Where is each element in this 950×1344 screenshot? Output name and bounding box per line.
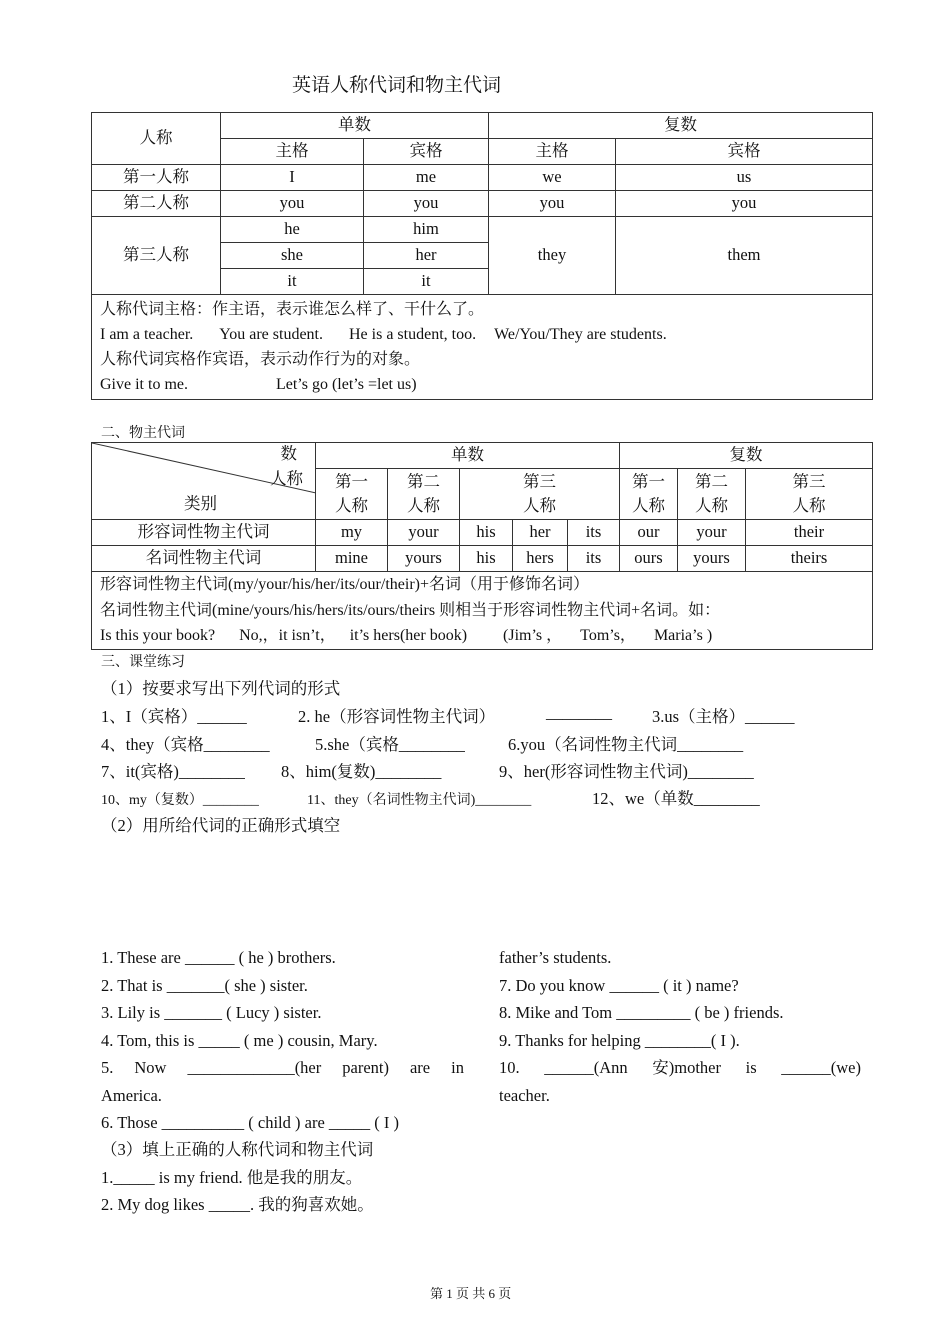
table-cell: it: [364, 269, 489, 295]
table-cell: his: [460, 546, 513, 572]
note-line: 形容词性物主代词(my/your/his/her/its/our/their)+名词（用于修饰名词）: [100, 576, 589, 593]
example-sentence: Tom’s，: [580, 627, 636, 644]
example-sentence: I am a teacher.: [100, 326, 194, 343]
table-cell: you: [221, 191, 364, 217]
exercise-item: 10、my（复数）________: [101, 793, 259, 808]
table-row: [92, 191, 873, 217]
exercise-item: America.: [101, 1085, 162, 1105]
header-singular: 单数: [221, 113, 489, 139]
header-second-person: 第二 人称: [388, 469, 460, 520]
example-sentence: He is a student, too.: [348, 326, 477, 343]
exercise-item: 10. ______(Ann 安)mother is ______(we): [499, 1058, 861, 1077]
exercise-item: teacher.: [499, 1085, 550, 1105]
exercise-left-column: [101, 944, 464, 1137]
exercise-3: [101, 1136, 374, 1219]
table-row: [92, 546, 873, 572]
table-row: [92, 217, 873, 243]
table-cell: her: [513, 520, 568, 546]
table-cell: my: [316, 520, 388, 546]
exercise-item: 6. Those __________ ( child ) are _____ ( I ): [101, 1113, 400, 1132]
table-cell: his: [460, 520, 513, 546]
table-cell: us: [616, 165, 873, 191]
example-sentence: Maria’s ): [653, 627, 713, 644]
table-cell: me: [364, 165, 489, 191]
example-sentence: it’s hers(her book): [349, 627, 468, 644]
note-line: [100, 322, 864, 347]
row-label: 第二人称: [92, 191, 221, 217]
header-category: 类别: [184, 494, 217, 513]
table-row: [92, 520, 873, 546]
exercise-heading: （2）用所给代词的正确形式填空: [101, 816, 341, 835]
section-heading: 三、课堂练习: [101, 655, 185, 670]
table-cell: him: [364, 217, 489, 243]
exercise-item: 2. That is _______( she ) sister.: [101, 975, 308, 995]
exercise-item: 7. Do you know ______ ( it ) name?: [499, 975, 739, 995]
header-subjective: 主格: [489, 139, 616, 165]
example-sentence: Give it to me.: [100, 376, 188, 393]
exercise-item: 8. Mike and Tom _________ ( be ) friends.: [499, 1003, 784, 1022]
table-cell: you: [489, 191, 616, 217]
table-cell: our: [620, 520, 678, 546]
table-cell: her: [364, 243, 489, 269]
header-singular: 单数: [316, 443, 620, 469]
exercise-item: 11、they（名词性物主代词)________: [307, 793, 532, 808]
diagonal-header: [92, 443, 316, 520]
table-cell: them: [616, 217, 873, 295]
header-subjective: 主格: [221, 139, 364, 165]
table-cell: it: [221, 269, 364, 295]
exercise-item: 7、it(宾格)________: [101, 762, 245, 781]
exercise-item: 4. Tom, this is _____ ( me ) cousin, Mary.: [101, 1030, 378, 1050]
exercise-item: 5.she（宾格________: [315, 735, 465, 754]
exercise-heading: （3）填上正确的人称代词和物主代词: [101, 1140, 374, 1159]
exercise-item: father’s students.: [499, 948, 612, 967]
row-label: 第一人称: [92, 165, 221, 191]
header-third-person: 第三 人称: [460, 469, 620, 520]
row-label: 形容词性物主代词: [92, 520, 316, 546]
header-number: 数: [280, 444, 297, 463]
table-cell: yours: [388, 546, 460, 572]
exercise-item: 3. Lily is _______ ( Lucy ) sister.: [101, 1003, 322, 1022]
table-cell: your: [678, 520, 746, 546]
table-cell: he: [221, 217, 364, 243]
exercise-item: 12、we（单数________: [592, 789, 760, 808]
table-cell: theirs: [746, 546, 873, 572]
row-label: 名词性物主代词: [92, 546, 316, 572]
exercise-blank: ________: [546, 703, 612, 722]
example-sentence: Is this your book?: [100, 627, 216, 644]
table-cell: your: [388, 520, 460, 546]
header-plural: 复数: [620, 443, 873, 469]
exercise-item: 1._____ is my friend. 他是我的朋友。: [101, 1167, 363, 1187]
example-sentence: (Jim’s ，: [503, 627, 563, 644]
exercise-item: 3.us（主格）______: [652, 707, 795, 726]
table-cell: we: [489, 165, 616, 191]
header-first-person: 第一 人称: [316, 469, 388, 520]
exercise-heading: （1）按要求写出下列代词的形式: [101, 679, 341, 698]
note-line: 人称代词宾格作宾语，表示动作行为的对象。: [100, 351, 421, 368]
exercise-item: 1. These are ______ ( he ) brothers.: [101, 948, 336, 967]
table-cell: its: [568, 520, 620, 546]
section-heading: 二、物主代词: [101, 426, 185, 441]
table-cell: you: [364, 191, 489, 217]
table-cell: you: [616, 191, 873, 217]
exercise-item: 4、they（宾格________: [101, 735, 270, 754]
exercise-right-column: [499, 944, 861, 1109]
header-plural: 复数: [489, 113, 873, 139]
example-sentence: We/You/They are students.: [494, 326, 667, 343]
note-line: [100, 623, 864, 649]
table-cell: she: [221, 243, 364, 269]
exercise-item: 2. he（形容词性物主代词）: [298, 707, 496, 726]
personal-pronoun-table: [91, 112, 873, 400]
table-cell: its: [568, 546, 620, 572]
exercise-item: 5. Now _____________(her parent) are in: [101, 1058, 464, 1077]
header-first-person: 第一 人称: [620, 469, 678, 520]
table-cell: ours: [620, 546, 678, 572]
header-objective: 宾格: [364, 139, 489, 165]
header-person: 人称: [270, 469, 303, 488]
exercise-item: 9、her(形容词性物主代词)________: [499, 762, 754, 781]
table-cell: mine: [316, 546, 388, 572]
example-sentence: Let’s go (let’s =let us): [275, 376, 417, 393]
exercise-item: 2. My dog likes _____. 我的狗喜欢她。: [101, 1195, 374, 1214]
exercise-item: 9. Thanks for helping ________( I ).: [499, 1030, 740, 1050]
header-objective: 宾格: [616, 139, 873, 165]
table-cell: yours: [678, 546, 746, 572]
table-row: [92, 165, 873, 191]
table-cell: hers: [513, 546, 568, 572]
notes-cell: [92, 295, 873, 400]
example-sentence: No,，it isn’t，: [239, 627, 336, 644]
note-line: 人称代词主格：作主语，表示谁怎么样了、干什么了。: [100, 301, 485, 318]
note-line: 名词性物主代词(mine/yours/his/hers/its/ours/theirs 则相当于形容词性物主代词+名词。如：: [100, 601, 721, 619]
notes-cell: [92, 572, 873, 650]
table-cell: they: [489, 217, 616, 295]
header-person: 人称: [92, 113, 221, 165]
note-line: [100, 372, 864, 397]
header-second-person: 第二 人称: [678, 469, 746, 520]
header-third-person: 第三 人称: [746, 469, 873, 520]
possessive-pronoun-table: [91, 442, 873, 650]
exercise-item: 8、him(复数)________: [281, 762, 442, 781]
table-cell: their: [746, 520, 873, 546]
exercise-item: 1、I（宾格）______: [101, 707, 247, 726]
exercise-item: 6.you（名词性物主代词________: [508, 735, 744, 754]
example-sentence: You are student.: [219, 326, 323, 343]
row-label: 第三人称: [92, 217, 221, 295]
page-footer: 第 1 页 共 6 页: [430, 1286, 512, 1301]
page-title: 英语人称代词和物主代词: [292, 75, 502, 96]
table-cell: I: [221, 165, 364, 191]
